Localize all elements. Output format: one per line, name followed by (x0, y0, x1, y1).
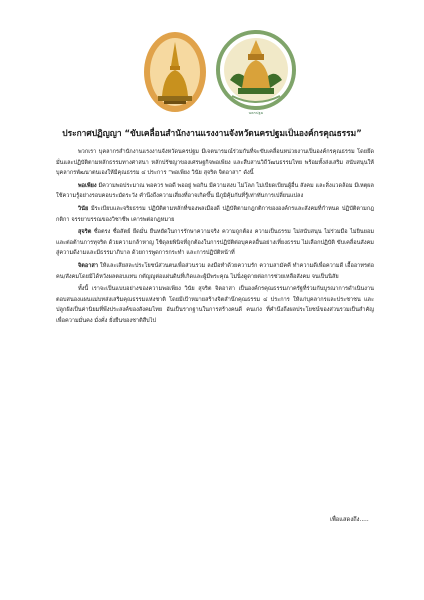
declaration-body (56, 147, 374, 329)
virtue-paragraph-volunteer (56, 261, 374, 282)
virtue-term: พอเพียง (78, 182, 97, 189)
virtue-text: มีความพอประมาณ พอควร พอดี พออยู่ พอกิน มีความสงบ ไม่โลภ ไม่เบียดเบียนผู้อื่น สังคม และสิ่งแวดล้อม มีเหตุผล ใช้ความรู้อย่างรอบคอบระมัดระวัง คำนึงถึงความเสี่ยงที่อาจเกิดขึ้น มีภูมิคุ้มกันที่รู้เท่าทันการเปลี่ยนแปลง (56, 182, 374, 200)
closing-paragraph: ทั้งนี้ เราจะเป็นแบบอย่างของความพอเพียง วินัย สุจริต จิตอาสา เป็นองค์กรคุณธรรมภาครัฐที่ร่วมกันบูรณาการดำเนินงานตอบสนองแผนแม่บทส่งเสริมคุณธรรมแห่งชาติ โดยมีเป้าหมายสร้างจิตสำนึกคุณธรรม ๔ ประการ ให้แก่บุคลากรและประชาชน และปลูกฝังเป็นค่านิยมที่พึงประสงค์ของสังคมไทย อันเป็นรากฐานในการสร้างคนดี คนเก่ง ที่คำนึงถึงผลประโยชน์ของส่วนรวมเป็นสำคัญ เพื่อความมั่นคง มั่งคั่ง ยั่งยืนของชาติสืบไป (56, 286, 374, 324)
virtue-term: สุจริต (78, 229, 92, 236)
seal-caption: นครปฐม (248, 111, 264, 115)
virtue-text: มีระเบียบและจริยธรรม ปฏิบัติตามหลักที่ของพลเมืองดี ปฏิบัติตามกฎกติกาขององค์กรและสังคมที่กำหนด ปฏิบัติตามกฎกติกา จรรยาบรรณของวิชาชีพ เคารพต่อกฎหมาย (56, 205, 374, 223)
virtue-term: วินัย (78, 205, 89, 212)
stupa-emblem-icon (142, 30, 208, 114)
virtue-paragraph-honesty (56, 227, 374, 259)
provincial-seal-icon (216, 30, 296, 114)
virtue-term: จิตอาสา (78, 262, 98, 269)
virtue-text: ให้และเสียสละประโยชน์ส่วนตนเพื่อส่วนรวม ลงมือทำด้วยความรัก ความสามัคคี ทำความดีเพื่อความดี เอื้ออาทรต่อคน/สังคมโดยมิได้หวังผลตอบแทน กตัญญูต่อแผ่นดินที่เกิดและผู้มีพระคุณ ไม่นิ่งดูดายต่อการช่วยเหลือสังคม จนเป็นนิสัย (56, 262, 374, 280)
virtue-text: ซื่อตรง ซื่อสัตย์ ยึดมั่น ยืนหยัดในการรักษาความจริง ความถูกต้อง ความเป็นธรรม ไม่สนับสนุน ไม่ร่วมมือ ไม่ยินยอมและต่อต้านการทุจริต ด้วยความกล้าหาญ ใช้ดุลยพินิจที่ถูกต้องในการปฏิบัติต่อบุคคลอื่นอย่างเที่ยงธรรม ไม่เลือกปฏิบัติ ขับเคลื่อนสังคมสู่ความดีงามและมีธรรมาภิบาล ด้วยการพูดการกระทำ และการปฏิบัติหน้าที่ (56, 229, 375, 257)
intro-paragraph: พวกเรา บุคลากรสำนักงานแรงงานจังหวัดนครปฐม มีเจตนารมณ์ร่วมกันที่จะขับเคลื่อนหน่วยงานเป็นองค์กรคุณธรรม โดยยึดมั่นและปฏิบัติตามหลักธรรมทางศาสนา หลักปรัชญาของเศรษฐกิจพอเพียง และสืบสานวิถีวัฒนธรรมไทย พร้อมทั้งส่งเสริม สนับสนุนให้บุคลากรพัฒนาตนเองให้มีคุณธรรม ๔ ประการ “พอเพียง วินัย สุจริต จิตอาสา” ดังนี้ (56, 149, 374, 177)
continuation-note: เพื่อแสดงถึง..... (330, 517, 369, 523)
declaration-title: ประกาศปฏิญญา “ขับเคลื่อนสำนักงานแรงงานจังหวัดนครปฐมเป็นองค์กรคุณธรรม” (62, 128, 362, 138)
virtue-paragraph-sufficiency (56, 181, 374, 202)
header-logos (0, 24, 424, 124)
virtue-paragraph-discipline (56, 204, 374, 225)
